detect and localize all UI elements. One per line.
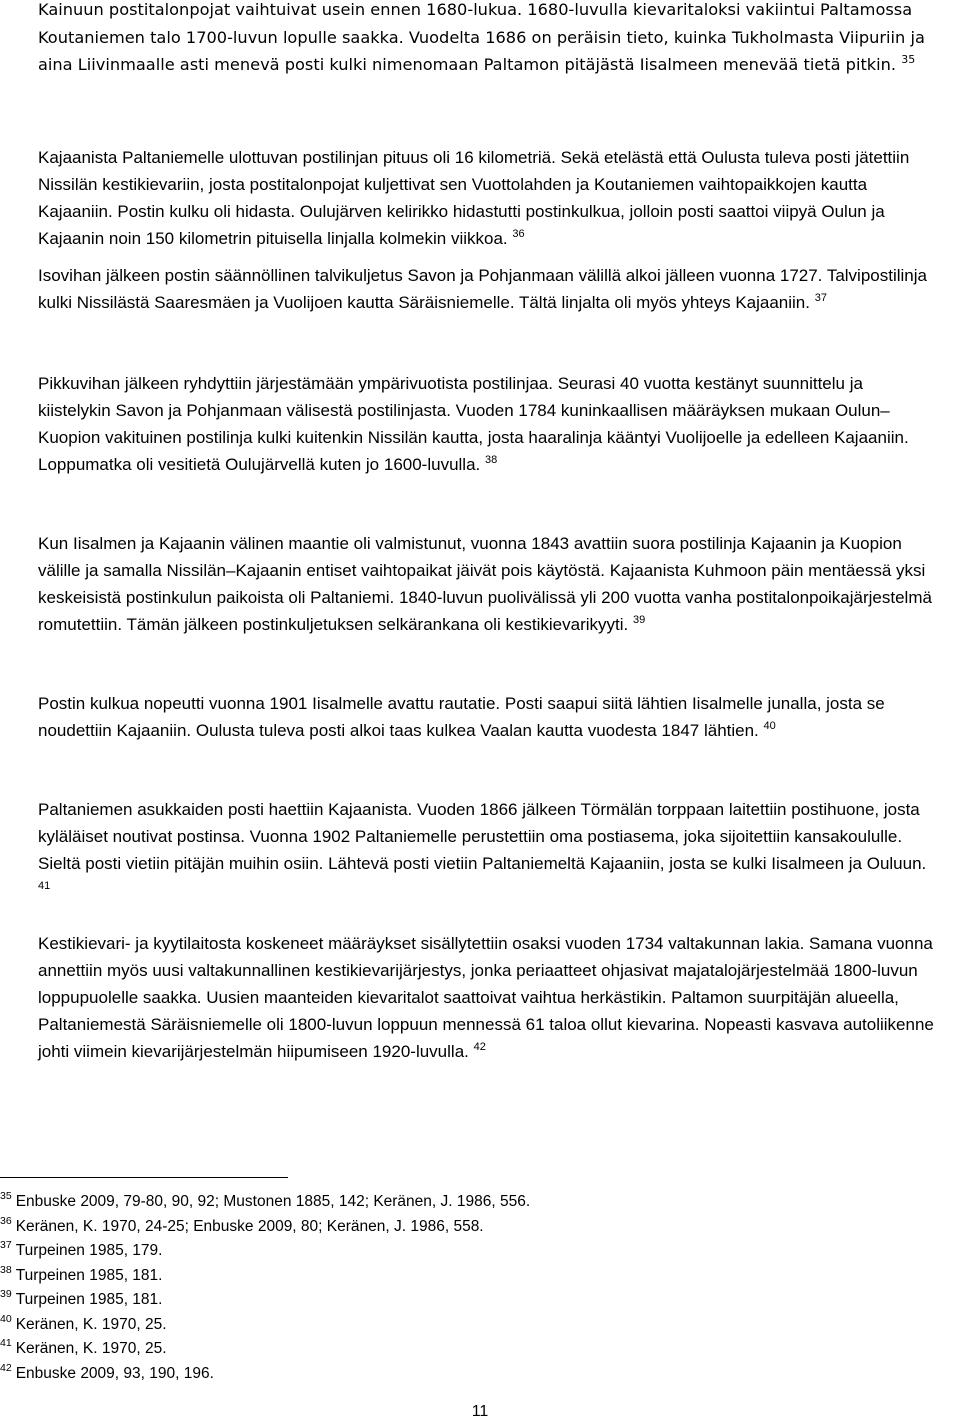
footnote-item <box>0 1190 920 1215</box>
footnote-text: Enbuske 2009, 93, 190, 196. <box>15 1364 214 1382</box>
footnote-text: Keränen, K. 1970, 25. <box>15 1340 167 1357</box>
footnote-text: Keränen, K. 1970, 25. <box>15 1315 167 1333</box>
footnote-ref[interactable]: 35 <box>901 53 916 66</box>
footnote-number: 37 <box>0 1239 12 1251</box>
footnote-ref[interactable]: 40 <box>763 720 776 732</box>
paragraph-text: Paltaniemen asukkaiden posti haettiin Kajaanista. Vuoden 1866 jälkeen Törmälän torppaan laitettiin postihuone, josta kyläläiset noutivat postinsa. Vuonna 1902 Paltaniemelle perustettiin oma postiasema, joka sijoitettiin kansakoululle. Sieltä posti vietiin pitäjän muihin osiin. Lähtevä posti vietiin Paltaniemeltä Kajaaniin, josta se kulki Iisalmeen ja Ouluun. <box>38 800 927 873</box>
footnote-item <box>0 1362 920 1387</box>
paragraph-text: Isovihan jälkeen postin säännöllinen talvikuljetus Savon ja Pohjanmaan välillä alkoi jälleen vuonna 1727. Talvipostilinja kulki Nissilästä Saaresmäen ja Vuolijoen kautta Säräisniemelle. Tältä linjalta oli myös yhteys Kajaaniin. <box>38 266 927 312</box>
footnote-ref[interactable]: 39 <box>632 614 646 626</box>
footnote-item <box>0 1264 920 1289</box>
footnote-number: 40 <box>0 1312 12 1325</box>
footnote-ref[interactable]: 37 <box>814 292 827 304</box>
footnote-item <box>0 1313 920 1338</box>
paragraph-7 <box>38 796 938 904</box>
page-number: 11 <box>471 1403 489 1420</box>
footnote-text: Turpeinen 1985, 181. <box>15 1266 163 1284</box>
footnote-number: 35 <box>0 1190 12 1202</box>
footnote-number: 39 <box>0 1288 12 1300</box>
footnote-number: 42 <box>0 1361 12 1374</box>
footnote-number: 41 <box>0 1337 12 1349</box>
paragraph-text: Postin kulkua nopeutti vuonna 1901 Iisalmelle avattu rautatie. Posti saapui siitä lähtien Iisalmelle junalla, josta se noudettiin Kajaaniin. Oulusta tuleva posti alkoi taas kulkea Vaalan kautta vuodesta 1847 lähtien. <box>38 694 885 740</box>
footnote-list <box>0 1190 920 1386</box>
paragraph-4 <box>38 370 938 478</box>
footnote-ref[interactable]: 38 <box>485 454 498 466</box>
paragraph-2 <box>38 144 938 252</box>
paragraph-3 <box>38 262 938 316</box>
paragraph-text: Kestikievari- ja kyytilaitosta koskeneet määräykset sisällytettiin osaksi vuoden 1734 valtakunnan lakia. Samana vuonna annettiin myös uusi valtakunnallinen kestikievarijärjestys, jonka periaatteet ohjasivat majatalojärjestelmää 1800-luvun loppupuolelle saakka. Uusien maanteiden kievaritalot saattoivat vaihtua herkästikin. Paltamon suurpitäjän alueella, Paltaniemestä Säräisniemelle oli 1800-luvun loppuun mennessä 61 taloa ollut kievarina. Nopeasti kasvava autoliikenne johti viimein kievarijärjestelmän hiipumiseen 1920-luvulla. <box>38 934 934 1061</box>
footnote-item <box>0 1288 920 1313</box>
paragraph-5 <box>38 530 938 638</box>
paragraph-text: Kainuun postitalonpojat vaihtuivat usein ennen 1680-lukua. 1680-luvulla kievaritaloksi vakiintui Paltamossa Koutaniemen talo 1700-luvun lopulle saakka. Vuodelta 1686 on peräisin tieto, kuinka Tukholmasta Viipuriin ja aina Liivinmaalle asti menevä posti kulki nimenomaan Paltamon pitäjästä Iisalmeen menevää tietä pitkin. <box>38 0 925 74</box>
footnote-text: Enbuske 2009, 79-80, 90, 92; Mustonen 1885, 142; Keränen, J. 1986, 556. <box>15 1193 531 1210</box>
paragraph-8 <box>38 930 938 1065</box>
footnote-number: 36 <box>0 1214 12 1227</box>
footnote-item <box>0 1337 920 1362</box>
paragraph-text: Pikkuvihan jälkeen ryhdyttiin järjestämään ympärivuotista postilinjaa. Seurasi 40 vuotta kestänyt suunnittelu ja kiistelykin Savon ja Pohjanmaan välisestä postilinjasta. Vuoden 1784 kuninkaallisen määräyksen mukaan Oulun–Kuopion vakituinen postilinja kulki kuitenkin Nissilän kautta, josta haaralinja kääntyi Vuolijoelle ja edelleen Kajaaniin. Loppumatka oli vesitietä Oulujärvellä kuten jo 1600-luvulla. <box>38 374 909 474</box>
paragraph-text: Kajaanista Paltaniemelle ulottuvan postilinjan pituus oli 16 kilometriä. Sekä etelästä että Oulusta tuleva posti jätettiin Nissilän kestikievariin, josta postitalonpojat kuljettivat sen Vuottolahden ja Koutaniemen vaihtopaikkojen kautta Kajaaniin. Postin kulku oli hidasta. Oulujärven kelirikko hidastutti postinkulkua, jolloin posti saattoi viipyä Oulun ja Kajaanin noin 150 kilometrin pituisella linjalla kolmekin viikkoa. <box>38 148 910 248</box>
footnote-item <box>0 1215 920 1240</box>
footnote-text: Turpeinen 1985, 179. <box>15 1242 163 1259</box>
paragraph-text: Kun Iisalmen ja Kajaanin välinen maantie oli valmistunut, vuonna 1843 avattiin suora postilinja Kajaanin ja Kuopion välille ja samalla Nissilän–Kajaanin entiset vaihtopaikat jäivät pois käytöstä. Kajaanista Kuhmoon päin mentäessä yksi keskeisistä postinkulun paikoista oli Paltaniemi. 1840-luvun puolivälissä yli 200 vuotta vanha postitalonpoikajärjestelmä romutettiin. Tämän jälkeen postinkuljetuksen selkärankana oli kestikievarikyyti. <box>38 534 932 634</box>
footnote-ref[interactable]: 41 <box>38 880 51 892</box>
footnote-text: Turpeinen 1985, 181. <box>15 1291 163 1308</box>
footnote-separator <box>0 1177 288 1178</box>
footnote-item <box>0 1239 920 1264</box>
footnote-text: Keränen, K. 1970, 24-25; Enbuske 2009, 80; Keränen, J. 1986, 558. <box>15 1217 484 1235</box>
footnote-ref[interactable]: 36 <box>512 228 525 240</box>
footnote-number: 38 <box>0 1263 12 1276</box>
paragraph-6 <box>38 690 938 744</box>
footnote-ref[interactable]: 42 <box>473 1041 486 1053</box>
paragraph-1 <box>38 0 938 79</box>
